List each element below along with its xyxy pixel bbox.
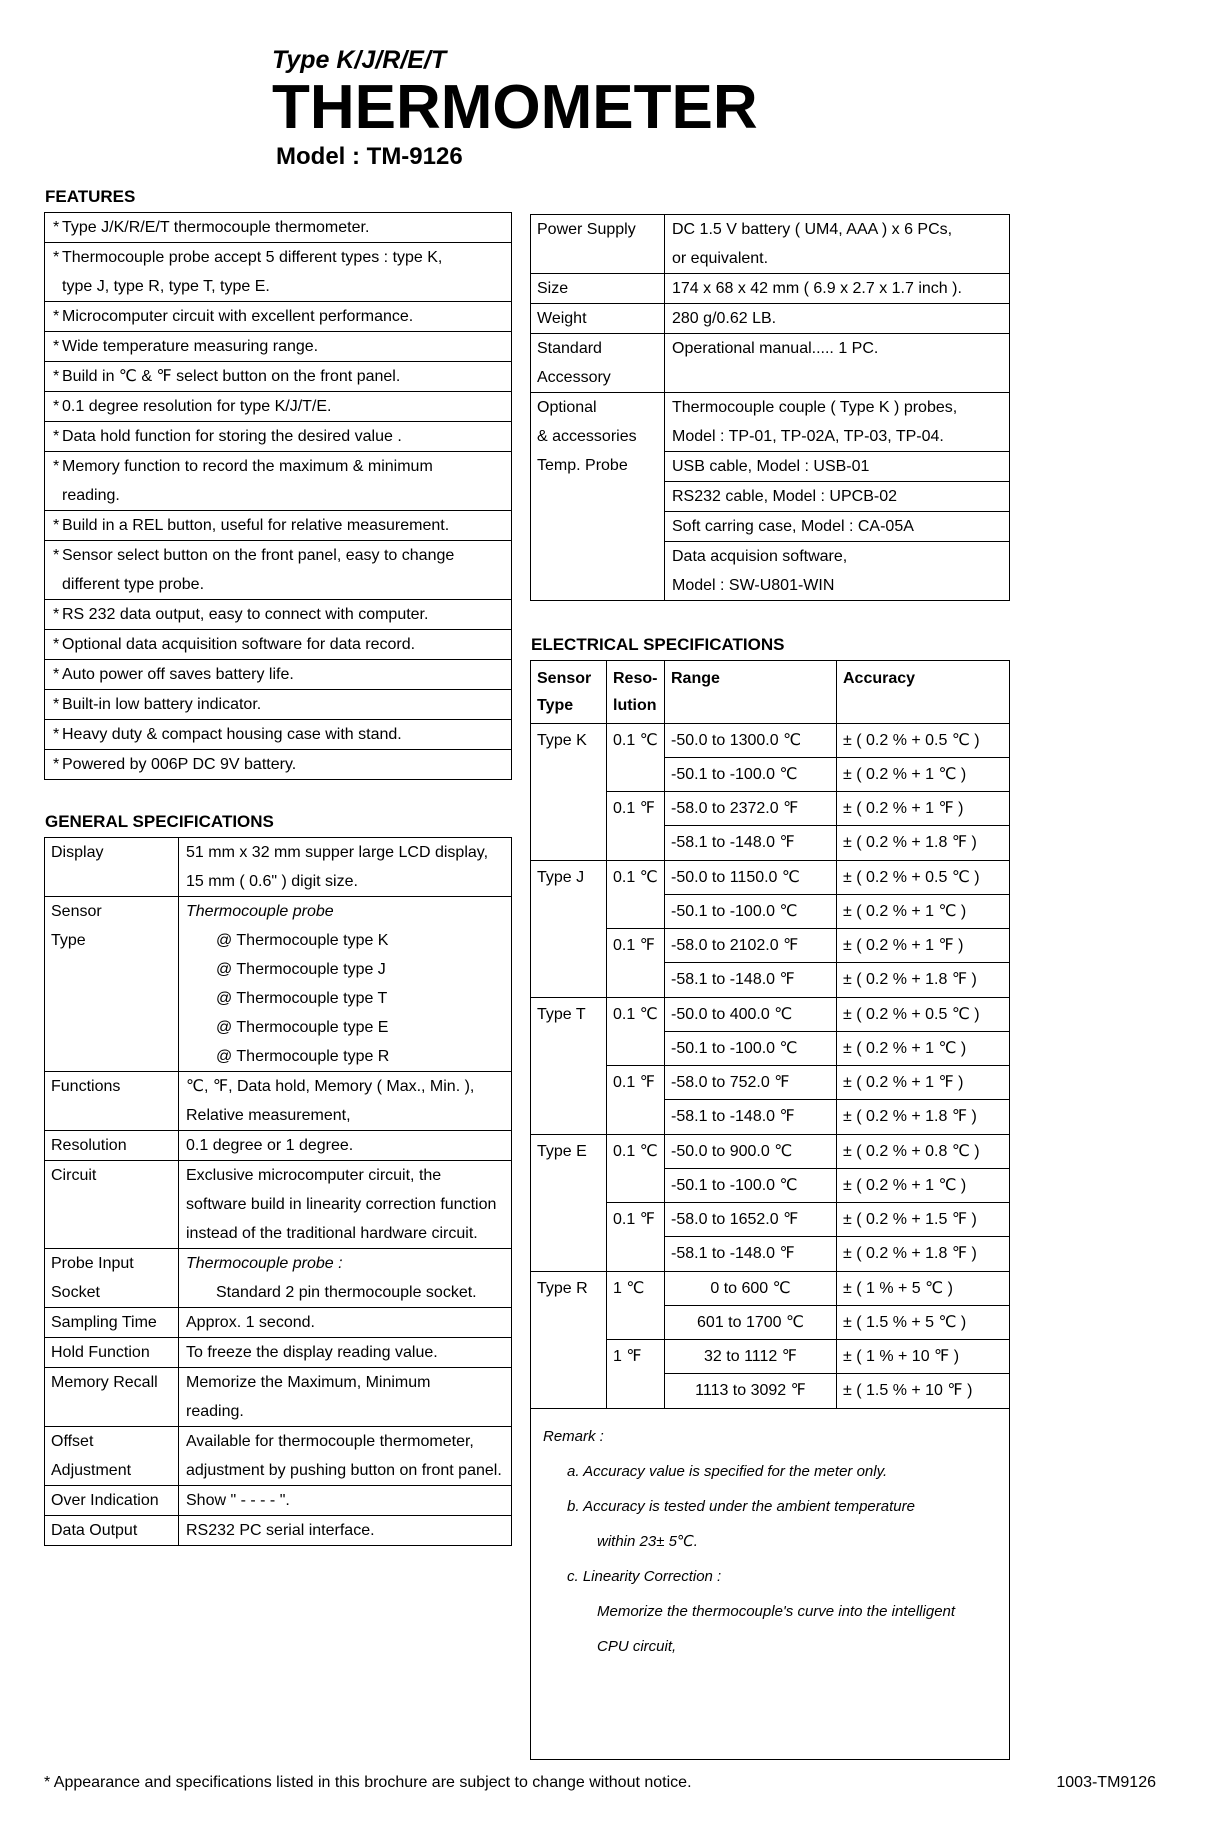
features-heading: FEATURES	[45, 186, 136, 206]
spec-value-line: Show " - - - - ".	[186, 1491, 290, 1509]
remark-line: CPU circuit,	[597, 1637, 677, 1655]
spec-value	[665, 393, 1009, 600]
general-specs-table	[44, 837, 512, 1546]
spec-label	[45, 1338, 179, 1367]
spec-value	[179, 1427, 511, 1485]
asterisk-bullet: *	[53, 755, 60, 773]
spec-value	[179, 1308, 511, 1337]
accuracy-cell: ± ( 0.2 % + 1.5 ℉ )	[837, 1203, 1009, 1237]
asterisk-bullet: *	[53, 635, 60, 653]
resolution-cell: 0.1 ℉	[607, 1203, 665, 1271]
spec-value-line: RS232 PC serial interface.	[186, 1521, 375, 1539]
range-cell: 32 to 1112 ℉	[665, 1340, 837, 1374]
left-column	[44, 187, 512, 1546]
feature-text	[62, 243, 511, 301]
spec-label-line: Circuit	[51, 1166, 97, 1184]
spec-label	[531, 215, 665, 273]
spec-row	[531, 334, 1009, 393]
column-header-line: Reso-	[613, 669, 658, 687]
asterisk-bullet: *	[53, 605, 60, 623]
feature-line: Heavy duty & compact housing case with stand.	[62, 725, 402, 743]
feature-item	[45, 302, 511, 332]
spec-label-line: Display	[51, 843, 104, 861]
feature-line: Data hold function for storing the desired value .	[62, 427, 402, 445]
feature-item	[45, 243, 511, 302]
feature-item	[45, 362, 511, 392]
spec-label-line: Offset	[51, 1432, 94, 1450]
feature-item	[45, 690, 511, 720]
spec-value-line: @ Thermocouple type E	[216, 1018, 389, 1036]
spec-value-line: Available for thermocouple thermometer,	[186, 1432, 474, 1450]
asterisk-bullet: *	[53, 397, 60, 415]
spec-value	[179, 1338, 511, 1367]
accuracy-cell: ± ( 0.2 % + 1 ℃ )	[837, 1032, 1009, 1066]
spec-label-line: Hold Function	[51, 1343, 150, 1361]
feature-line: reading.	[62, 486, 120, 504]
electrical-header-row	[531, 661, 1009, 724]
range-cell: -58.1 to -148.0 ℉	[665, 963, 837, 997]
column-header-line: lution	[613, 696, 657, 714]
model-line: Model : TM-9126	[276, 142, 463, 170]
spec-value-line: Thermocouple probe :	[186, 1254, 343, 1272]
spec-value-group	[665, 542, 1009, 600]
spec-value	[179, 838, 511, 896]
spec-row	[45, 1368, 511, 1427]
remark-line: Remark :	[543, 1427, 604, 1445]
resolution-cell: 0.1 ℃	[607, 1135, 665, 1203]
spec-row	[531, 393, 1009, 600]
range-cell: -58.1 to -148.0 ℉	[665, 1237, 837, 1271]
spec-label	[45, 1072, 179, 1130]
spec-label-line: Temp. Probe	[537, 456, 628, 474]
document-header	[272, 46, 1225, 171]
spec-label	[531, 334, 665, 392]
sensor-type-cell: Type K	[531, 724, 607, 860]
spec-value-line: USB cable, Model : USB-01	[672, 457, 870, 475]
spec-value-line: Approx. 1 second.	[186, 1313, 315, 1331]
remark-line: b. Accuracy is tested under the ambient temperature	[567, 1497, 915, 1515]
spec-value-line: reading.	[186, 1402, 244, 1420]
feature-item	[45, 422, 511, 452]
doc-code: 1003-TM9126	[1056, 1773, 1156, 1791]
asterisk-bullet: *	[53, 725, 60, 743]
feature-text	[62, 452, 511, 510]
spec-value-group	[665, 452, 1009, 482]
resolution-cell: 0.1 ℃	[607, 724, 665, 792]
feature-item	[45, 750, 511, 779]
spec-value-line: Operational manual..... 1 PC.	[672, 339, 879, 357]
spec-value-line: Exclusive microcomputer circuit, the	[186, 1166, 442, 1184]
sensor-type-cell: Type J	[531, 861, 607, 997]
accuracy-cell: ± ( 0.2 % + 1 ℃ )	[837, 1169, 1009, 1203]
range-cell: -50.0 to 1150.0 ℃	[665, 861, 837, 895]
feature-line: Wide temperature measuring range.	[62, 337, 319, 355]
spec-label-line: Sampling Time	[51, 1313, 157, 1331]
asterisk-bullet: *	[53, 307, 60, 325]
range-cell: -50.0 to 1300.0 ℃	[665, 724, 837, 758]
spec-value-line: 15 mm ( 0.6" ) digit size.	[186, 872, 358, 890]
spec-label	[45, 1249, 179, 1307]
spec-value-line: 174 x 68 x 42 mm ( 6.9 x 2.7 x 1.7 inch ).	[672, 279, 962, 297]
spec-value	[665, 304, 1009, 333]
spec-value-group	[665, 274, 1009, 303]
asterisk-bullet: *	[53, 457, 60, 475]
resolution-cell: 1 ℉	[607, 1340, 665, 1408]
spec-label-line: Resolution	[51, 1136, 127, 1154]
spec-value-line: @ Thermocouple type T	[216, 989, 388, 1007]
accuracy-cell: ± ( 0.2 % + 1.8 ℉ )	[843, 1244, 977, 1262]
spec-value-group	[665, 304, 1009, 333]
spec-row	[45, 1249, 511, 1308]
spec-label	[45, 897, 179, 1071]
spec-label-line: Weight	[537, 309, 587, 327]
spec-label	[45, 1131, 179, 1160]
feature-line: different type probe.	[62, 575, 205, 593]
feature-text	[62, 750, 511, 779]
elec-sensor-block	[531, 1135, 1009, 1272]
feature-text	[62, 362, 511, 391]
spec-label-line: Standard	[537, 339, 602, 357]
accuracy-cell: ± ( 1 % + 10 ℉ )	[837, 1340, 1009, 1374]
accuracy-cell: ± ( 0.2 % + 1 ℃ )	[837, 895, 1009, 929]
resolution-cell: 0.1 ℉	[607, 1066, 665, 1134]
feature-item	[45, 452, 511, 511]
feature-line: Memory function to record the maximum & minimum	[62, 457, 433, 475]
accuracy-cell: ± ( 0.2 % + 1 ℉ )	[837, 929, 1009, 963]
range-cell: -50.0 to 400.0 ℃	[665, 998, 837, 1032]
feature-text	[62, 422, 511, 451]
spec-label	[45, 1308, 179, 1337]
feature-text	[62, 660, 511, 689]
feature-text	[62, 332, 511, 361]
accuracy-cell: ± ( 0.2 % + 1 ℃ )	[837, 758, 1009, 792]
spec-label-line: & accessories	[537, 427, 637, 445]
spec-value-line: Memorize the Maximum, Minimum	[186, 1373, 431, 1391]
spec-value	[179, 1486, 511, 1515]
spec-row	[531, 304, 1009, 334]
elec-sensor-block	[531, 1272, 1009, 1409]
resolution-cell: 0.1 ℉	[607, 929, 665, 997]
spec-row	[45, 1308, 511, 1338]
electrical-specs-table	[530, 660, 1010, 1760]
range-cell: -50.1 to -100.0 ℃	[665, 895, 837, 929]
feature-item	[45, 332, 511, 362]
feature-text	[62, 630, 511, 659]
resolution-cell: 0.1 ℉	[607, 792, 665, 860]
feature-line: Thermocouple probe accept 5 different types : type K,	[62, 248, 443, 266]
accuracy-cell: ± ( 0.2 % + 1 ℉ )	[837, 792, 1009, 826]
column-header-accuracy: Accuracy	[843, 669, 916, 687]
spec-label	[531, 393, 665, 600]
general-specs-heading: GENERAL SPECIFICATIONS	[45, 811, 274, 831]
electrical-body	[531, 724, 1009, 1409]
spec-row	[45, 838, 511, 897]
spec-label-line: Memory Recall	[51, 1373, 158, 1391]
spec-label-line: Functions	[51, 1077, 121, 1095]
spec-row	[45, 897, 511, 1072]
spec-value-line: @ Thermocouple type R	[216, 1047, 390, 1065]
elec-sensor-block	[531, 998, 1009, 1135]
spec-row	[45, 1486, 511, 1516]
asterisk-bullet: *	[53, 665, 60, 683]
accuracy-cell: ± ( 0.2 % + 1.8 ℉ )	[843, 833, 977, 851]
feature-text	[62, 690, 511, 719]
asterisk-bullet: *	[53, 248, 60, 266]
accuracy-cell: ± ( 0.2 % + 1.8 ℉ )	[843, 970, 977, 988]
spec-value	[665, 334, 1009, 392]
spec-value	[179, 1072, 511, 1130]
asterisk-bullet: *	[53, 218, 60, 236]
content-columns	[44, 187, 1225, 1760]
spec-value-line: or equivalent.	[672, 249, 769, 267]
spec-row	[531, 274, 1009, 304]
elec-sensor-block	[531, 861, 1009, 998]
spec-value-group	[665, 482, 1009, 512]
feature-line: Microcomputer circuit with excellent performance.	[62, 307, 414, 325]
feature-text	[62, 600, 511, 629]
spec-value-group	[665, 393, 1009, 452]
feature-line: Sensor select button on the front panel, easy to change	[62, 546, 455, 564]
asterisk-bullet: *	[53, 695, 60, 713]
spec-value	[665, 215, 1009, 273]
asterisk-bullet: *	[53, 516, 60, 534]
spec-label-line: Over Indication	[51, 1491, 159, 1509]
spec-value-line: RS232 cable, Model : UPCB-02	[672, 487, 897, 505]
spec-value-group	[665, 215, 1009, 273]
spec-value-line: 51 mm x 32 mm supper large LCD display,	[186, 843, 489, 861]
accuracy-cell: ± ( 1.5 % + 10 ℉ )	[843, 1381, 973, 1399]
spec-value-line: Relative measurement,	[186, 1106, 351, 1124]
spec-label-line: Sensor	[51, 902, 102, 920]
spec-value	[179, 1131, 511, 1160]
spec-value-line: adjustment by pushing button on front panel.	[186, 1461, 502, 1479]
spec-value-line: Soft carring case, Model : CA-05A	[672, 517, 914, 535]
product-specs-table	[530, 214, 1010, 601]
spec-value	[665, 274, 1009, 303]
resolution-cell: 1 ℃	[607, 1272, 665, 1340]
spec-value-line: software build in linearity correction function	[186, 1195, 497, 1213]
spec-row	[45, 1161, 511, 1249]
sensor-type-cell: Type R	[531, 1272, 607, 1408]
spec-value-line: @ Thermocouple type J	[216, 960, 386, 978]
spec-row	[531, 215, 1009, 274]
feature-item	[45, 600, 511, 630]
resolution-cell: 0.1 ℃	[607, 861, 665, 929]
accuracy-cell: ± ( 0.2 % + 0.5 ℃ )	[837, 861, 1009, 895]
spec-label	[45, 1516, 179, 1545]
spec-row	[45, 1131, 511, 1161]
spec-label-line: Power Supply	[537, 220, 636, 238]
footer-note: * Appearance and specifications listed in this brochure are subject to change without notice.	[44, 1773, 692, 1791]
document-footer	[44, 1774, 1156, 1792]
feature-text	[62, 213, 511, 242]
asterisk-bullet: *	[53, 546, 60, 564]
column-header-line: Sensor	[537, 669, 592, 687]
spec-label-line: Accessory	[537, 368, 611, 386]
accuracy-cell: ± ( 0.2 % + 0.5 ℃ )	[837, 998, 1009, 1032]
spec-value	[179, 1368, 511, 1426]
spec-row	[45, 1338, 511, 1368]
features-table	[44, 212, 512, 780]
elec-sensor-block	[531, 724, 1009, 861]
remark-line: within 23± 5℃.	[597, 1532, 698, 1550]
spec-value-line: 280 g/0.62 LB.	[672, 309, 777, 327]
range-cell: -50.1 to -100.0 ℃	[665, 758, 837, 792]
column-header-sensor-type	[531, 661, 607, 723]
spec-label-line: Type	[51, 931, 86, 949]
range-cell: 601 to 1700 ℃	[665, 1306, 837, 1340]
spec-value	[179, 1161, 511, 1248]
spec-row	[45, 1072, 511, 1131]
spec-value-line: 0.1 degree or 1 degree.	[186, 1136, 354, 1154]
spec-value	[179, 897, 511, 1071]
column-header-range: Range	[665, 661, 837, 723]
range-cell: -58.1 to -148.0 ℉	[665, 826, 837, 860]
resolution-cell: 0.1 ℃	[607, 998, 665, 1066]
remark-line: Memorize the thermocouple's curve into the intelligent	[597, 1602, 956, 1620]
accuracy-cell: ± ( 0.2 % + 0.5 ℃ )	[837, 724, 1009, 758]
feature-text	[62, 720, 511, 749]
spec-value	[179, 1249, 511, 1307]
spec-label	[45, 838, 179, 896]
feature-item	[45, 511, 511, 541]
feature-text	[62, 392, 511, 421]
spec-label	[45, 1486, 179, 1515]
range-cell: 0 to 600 ℃	[665, 1272, 837, 1306]
remark-line: a. Accuracy value is specified for the meter only.	[567, 1462, 888, 1480]
spec-label-line: Adjustment	[51, 1461, 132, 1479]
spec-value-line: Model : TP-01, TP-02A, TP-03, TP-04.	[672, 427, 944, 445]
spec-value	[179, 1516, 511, 1545]
accuracy-cell: ± ( 1 % + 5 ℃ )	[837, 1272, 1009, 1306]
spec-value-line: @ Thermocouple type K	[216, 931, 389, 949]
spec-value-line: Data acquision software,	[672, 547, 848, 565]
spec-value-group	[665, 334, 1009, 363]
feature-line: Auto power off saves battery life.	[62, 665, 294, 683]
spec-row	[45, 1516, 511, 1545]
column-header-line: Type	[537, 696, 574, 714]
feature-text	[62, 511, 511, 540]
asterisk-bullet: *	[53, 367, 60, 385]
product-title: THERMOMETER	[272, 73, 758, 142]
spec-value-line: DC 1.5 V battery ( UM4, AAA ) x 6 PCs,	[672, 220, 953, 238]
remark-line: c. Linearity Correction :	[567, 1567, 722, 1585]
accuracy-cell: ± ( 0.2 % + 1.8 ℉ )	[843, 1107, 977, 1125]
spec-value-line: Standard 2 pin thermocouple socket.	[216, 1283, 477, 1301]
range-cell: -58.0 to 2102.0 ℉	[665, 929, 837, 963]
spec-label-line: Data Output	[51, 1521, 138, 1539]
type-line: Type K/J/R/E/T	[272, 46, 447, 74]
right-column	[530, 187, 1010, 1760]
sensor-type-cell: Type E	[531, 1135, 607, 1271]
asterisk-bullet: *	[53, 337, 60, 355]
spec-label	[45, 1427, 179, 1485]
range-cell: -58.0 to 1652.0 ℉	[665, 1203, 837, 1237]
spec-label	[531, 274, 665, 303]
accuracy-cell: ± ( 0.2 % + 1 ℉ )	[837, 1066, 1009, 1100]
feature-line: Type J/K/R/E/T thermocouple thermometer.	[62, 218, 370, 236]
sensor-type-cell: Type T	[531, 998, 607, 1134]
range-cell: -50.1 to -100.0 ℃	[665, 1169, 837, 1203]
feature-text	[62, 302, 511, 331]
spec-label-line: Size	[537, 279, 569, 297]
feature-line: 0.1 degree resolution for type K/J/T/E.	[62, 397, 332, 415]
feature-line: Build in ℃ & ℉ select button on the front panel.	[62, 367, 401, 385]
feature-item	[45, 720, 511, 750]
range-cell: 1113 to 3092 ℉	[665, 1374, 837, 1408]
spec-label-line: Optional	[537, 398, 597, 416]
electrical-specs-heading: ELECTRICAL SPECIFICATIONS	[531, 634, 785, 654]
feature-item	[45, 213, 511, 243]
spec-row	[45, 1427, 511, 1486]
spec-value-group	[665, 512, 1009, 542]
spec-label	[531, 304, 665, 333]
spec-value-line: Model : SW-U801-WIN	[672, 576, 835, 594]
feature-line: type J, type R, type T, type E.	[62, 277, 270, 295]
feature-line: Optional data acquisition software for data record.	[62, 635, 416, 653]
spec-value-line: Thermocouple probe	[186, 902, 334, 920]
spec-value-line: instead of the traditional hardware circuit.	[186, 1224, 478, 1242]
accuracy-cell: ± ( 0.2 % + 0.8 ℃ )	[837, 1135, 1009, 1169]
asterisk-bullet: *	[53, 427, 60, 445]
accuracy-cell: ± ( 1.5 % + 5 ℃ )	[837, 1306, 1009, 1340]
feature-line: Build in a REL button, useful for relative measurement.	[62, 516, 450, 534]
feature-line: RS 232 data output, easy to connect with computer.	[62, 605, 429, 623]
feature-text	[62, 541, 511, 599]
spec-value-line: Thermocouple couple ( Type K ) probes,	[672, 398, 958, 416]
spec-label	[45, 1368, 179, 1426]
spec-label-line: Socket	[51, 1283, 100, 1301]
feature-line: Powered by 006P DC 9V battery.	[62, 755, 297, 773]
feature-item	[45, 541, 511, 600]
column-header-resolution	[607, 661, 665, 723]
feature-item	[45, 630, 511, 660]
feature-item	[45, 392, 511, 422]
spec-label-line: Probe Input	[51, 1254, 134, 1272]
feature-line: Built-in low battery indicator.	[62, 695, 262, 713]
range-cell: -50.0 to 900.0 ℃	[665, 1135, 837, 1169]
range-cell: -50.1 to -100.0 ℃	[665, 1032, 837, 1066]
feature-item	[45, 660, 511, 690]
remark-box	[531, 1409, 1009, 1759]
range-cell: -58.0 to 752.0 ℉	[665, 1066, 837, 1100]
spec-value-line: To freeze the display reading value.	[186, 1343, 438, 1361]
spec-label	[45, 1161, 179, 1248]
range-cell: -58.0 to 2372.0 ℉	[665, 792, 837, 826]
range-cell: -58.1 to -148.0 ℉	[665, 1100, 837, 1134]
spec-value-line: ℃, ℉, Data hold, Memory ( Max., Min. ),	[186, 1077, 475, 1095]
